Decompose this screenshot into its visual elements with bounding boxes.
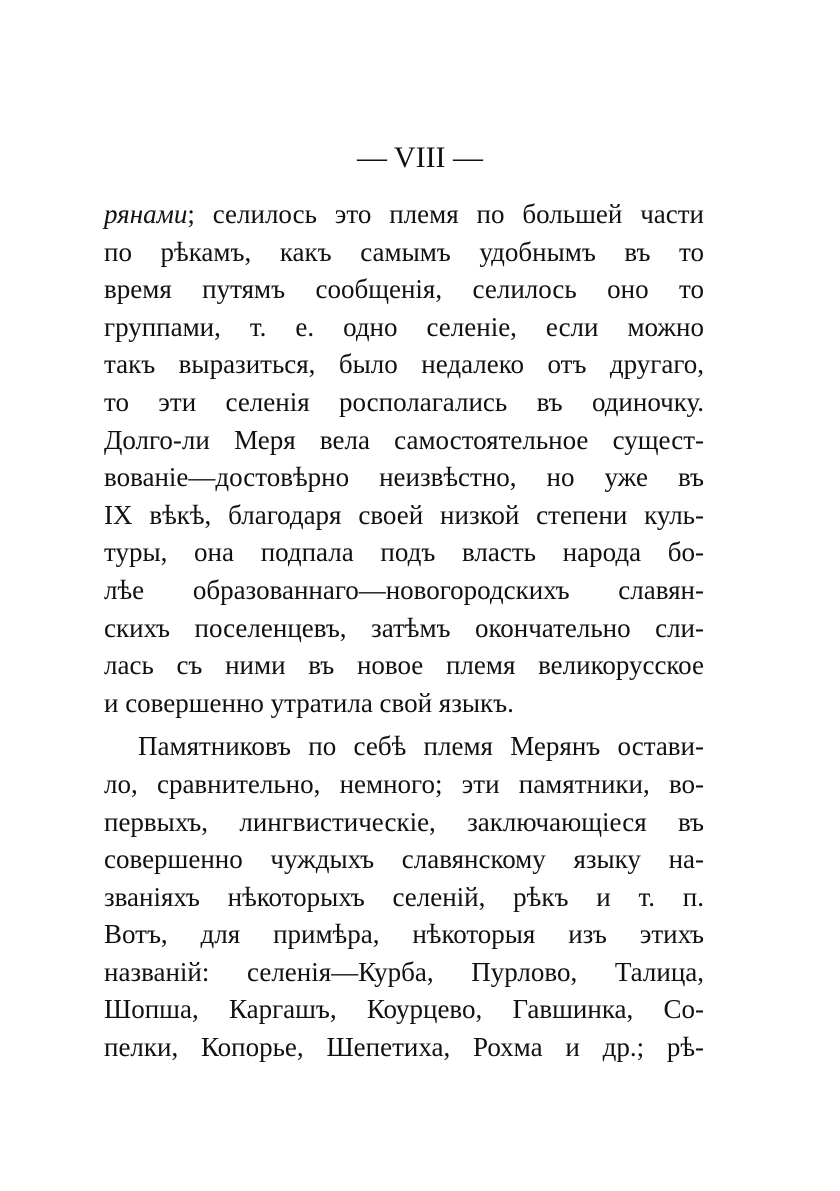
text-line: то эти селенія росполагались въ одиночку. — [104, 386, 704, 417]
text-line: первыхъ, лингвистическіе, заключающіеся въ — [104, 806, 704, 837]
page-number: — VIII — — [356, 141, 484, 174]
text-line: такъ выразиться, было недалеко отъ другаго, — [104, 349, 704, 380]
text-line: группами, т. е. одно селеніе, если можно — [104, 311, 704, 342]
text-line: IX вѣкѣ, благодаря своей низкой степени куль- — [104, 499, 704, 530]
line-rest: ; селилось это племя по большей части — [187, 199, 704, 229]
text-line: и совершенно утратила свой языкъ. — [104, 687, 514, 718]
text-line: Памятниковъ по себѣ племя Мерянъ остави- — [138, 731, 704, 762]
text-line: пелки, Копорье, Шепетиха, Рохма и др.; рѣ- — [104, 1032, 704, 1063]
text-line: скихъ поселенцевъ, затѣмъ окончательно сли- — [104, 612, 704, 643]
text-line: ло, сравнительно, немного; эти памятники, во- — [104, 768, 704, 799]
text-line: Вотъ, для примѣра, нѣкоторыя изъ этихъ — [104, 919, 704, 950]
text-line: лась съ ними въ новое племя великорусское — [104, 650, 704, 681]
paragraph — [104, 196, 704, 722]
text-line: вованіе—достовѣрно неизвѣстно, но уже въ — [104, 462, 704, 493]
text-line: названій: селенія—Курба, Пурлово, Талица, — [104, 956, 704, 987]
body-text — [104, 196, 704, 1067]
text-line: званіяхъ нѣкоторыхъ селеній, рѣкъ и т. п. — [104, 881, 704, 912]
text-line: Долго-ли Меря вела самостоятельное сущест- — [104, 424, 704, 455]
text-line: лѣе образованнаго—новогородскихъ славян- — [104, 574, 704, 605]
text-line: по рѣкамъ, какъ самымъ удобнымъ въ то — [104, 236, 704, 267]
text-line: совершенно чуждыхъ славянскому языку на- — [104, 844, 704, 875]
italic-word: рянами — [104, 199, 188, 229]
text-line: Шопша, Каргашъ, Коурцево, Гавшинка, Со- — [104, 994, 704, 1025]
text-line: туры, она подпала подъ власть народа бо- — [104, 537, 704, 568]
text-line: время путямъ сообщенія, селилось оно то — [104, 274, 704, 305]
text-line — [104, 196, 704, 234]
paragraph — [104, 728, 704, 1066]
